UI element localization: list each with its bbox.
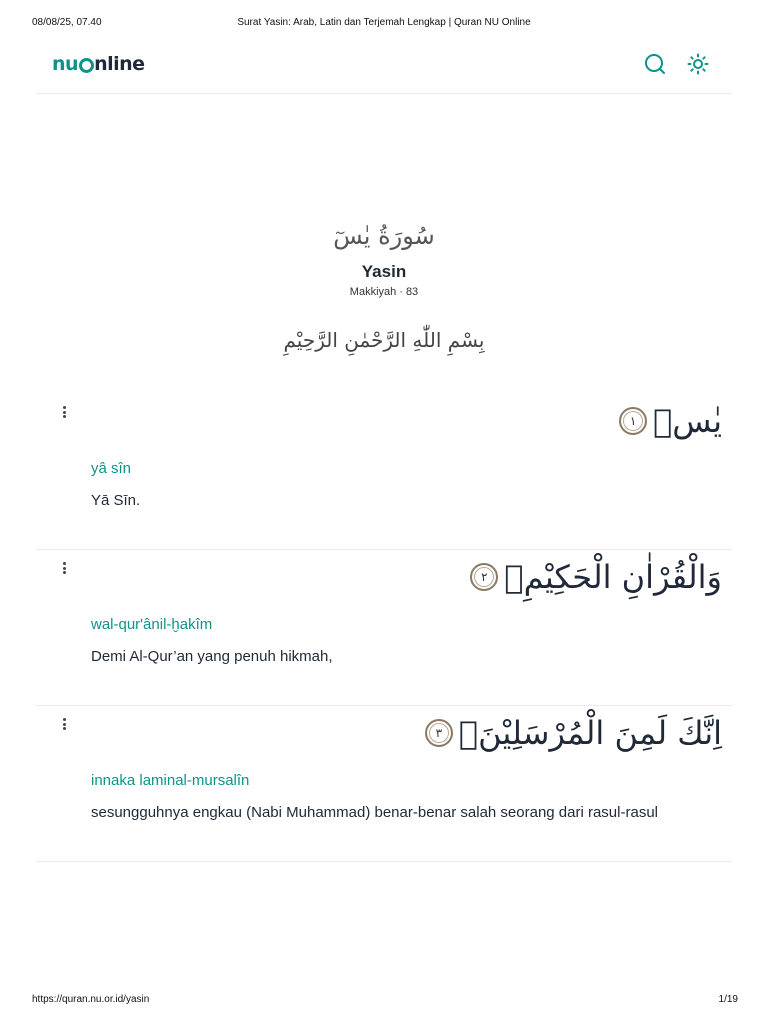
ayah-menu-icon[interactable] [60,404,68,420]
ayah-item [36,394,732,550]
ayah-menu-icon[interactable] [60,716,68,732]
surah-ayah-count: 83 [405,286,419,298]
nu-online-logo[interactable] [52,52,145,76]
ayah-number-badge: ٣ [425,719,453,747]
basmala: بِسْمِ اللّٰهِ الرَّحْمٰنِ الرَّحِيْمِ [283,328,485,352]
print-footer [0,994,768,1008]
surah-type: Makkiyah [349,286,397,298]
logo-rest-text: nline [94,53,145,75]
ayah-latin: yâ sîn [91,460,132,477]
print-doc-title: Surat Yasin: Arab, Latin dan Terjemah Lengkap | Quran NU Online [237,17,531,28]
ayah-translation: sesungguhnya engkau (Nabi Muhammad) benar-benar salah seorang dari rasul-rasul [91,804,658,821]
print-url: https://quran.nu.or.id/yasin [32,994,150,1005]
ayah-arabic [425,710,722,756]
logo-nu-text: nu [52,53,79,75]
surah-meta [0,286,768,298]
ayah-translation: Yā Sīn. [91,492,141,509]
ayah-latin: innaka laminal-mursalîn [91,772,250,789]
ayah-arabic-text: وَالْقُرْاٰنِ الْحَكِيْمِۙ [504,558,722,596]
surah-calligraphy: سُورَةُ يٰسٓ [333,222,435,250]
navbar [36,44,732,94]
ayah-item [36,706,732,862]
print-page-number: 1/19 [718,994,738,1005]
sun-icon[interactable] [686,52,710,76]
print-header [0,17,768,31]
search-icon[interactable] [643,52,667,76]
ayah-arabic [619,398,722,444]
ayah-menu-icon[interactable] [60,560,68,576]
ayah-latin: wal-qur'ânil-ḫakîm [91,616,213,633]
ayah-number-badge: ٢ [470,563,498,591]
print-datetime: 08/08/25, 07.40 [32,17,102,28]
ayah-number-badge: ١ [619,407,647,435]
surah-name: Yasin [361,262,407,281]
ayah-translation: Demi Al-Qur’an yang penuh hikmah, [91,648,333,665]
ayah-arabic-text: اِنَّكَ لَمِنَ الْمُرْسَلِيْنَۙ [458,714,722,752]
surah-header [0,218,768,298]
ayah-arabic [470,554,722,600]
logo-ring [79,58,94,73]
meta-separator: · [399,286,403,298]
ayah-item [36,550,732,706]
ayah-arabic-text: يٰسۤ [653,402,722,440]
